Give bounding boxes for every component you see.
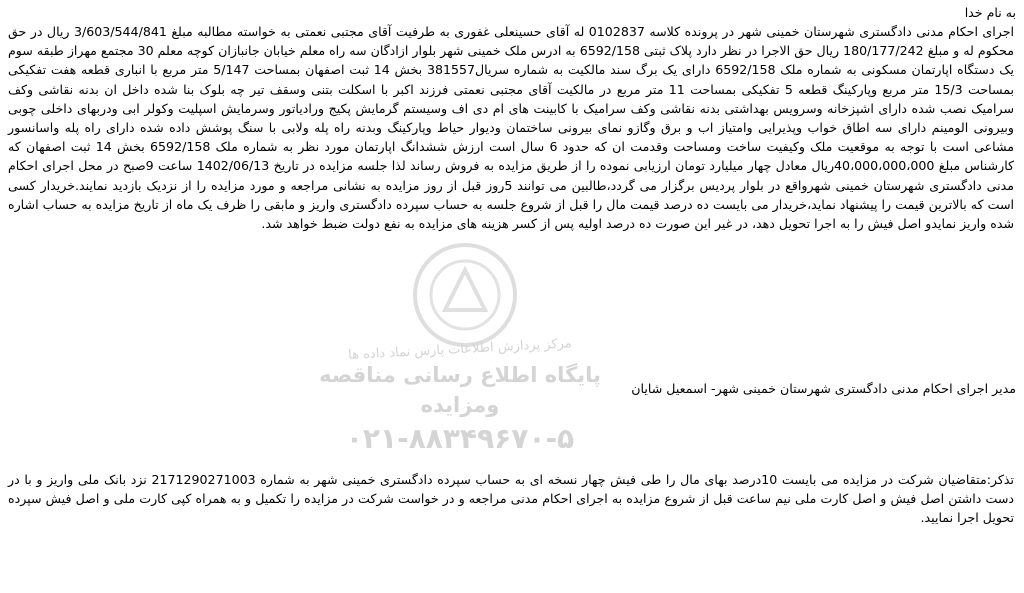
document-header: به نام خدا <box>964 5 1016 20</box>
watermark-phone: ۰۲۱-۸۸۳۴۹۶۷۰-۵ <box>345 422 575 455</box>
auction-note: تذکر:متقاضیان شرکت در مزایده می بایست 10درصد بهای مال را طی فیش چهار نسخه ای به حساب سپرده دادگستری خمینی شهر به شماره 2171290271003 نزد بانک ملی واریز و با در دست داشتن اصل فیش و اصل کارت ملی نیم ساعت قبل از شروع مزایده به اجرای احکام مدنی مراجعه و در خواست شرکت در مزایده را تکمیل و به همراه کپی کارت ملی و اصل فیش سپرده تحویل اجرا نمایید. <box>8 472 1014 526</box>
signature-line: مدیر اجرای احکام مدنی دادگستری شهرستان خمینی شهر- اسمعیل شایان <box>631 381 1016 396</box>
watermark-company-name: مرکز پردازش اطلاعات پارس نماد داده ها <box>347 336 573 363</box>
auction-notice-body: اجرای احکام مدنی دادگستری شهرستان خمینی شهر در پرونده کلاسه 0102837 له آقای حسینعلی غفوری به طرفیت آقای مجتبی نعمتی به خواسته مطالبه مبلغ 3/603/544/841 ریال در حق محکوم له و مبلغ 180/177/242 ریال حق الاجرا در نظر دارد پلاک ثبتی 6592/158 به ادرس ملک خمینی شهر بلوار ازادگان سه راه معلم خیابان جانبازان کوچه معلم 30 مجتمع مهراز طبقه سوم یک دستگاه اپارتمان مسکونی به شماره ملک 6592/158 دارای یک برگ سند مالکیت به شماره سریال381557 بخش 14 ثبت اصفهان بمساحت 5/147 متر مربع با انباری قطعه هفت تفکیکی بمساحت 15/3 متر مربع وپارکینگ قطعه 5 تفکیکی بمساحت 11 متر مربع در مالکیت آقای مجتبی نعمتی فرزند اکبر با اسکلت بتنی وسقف تیر چه بلوک بنا شده داخل ان بدنه نقاشی وکف سرامیک نصب شده دارای اشپزخانه وسرویس بهداشتی بدنه نقاشی وکف سرامیک با کابینت های ام دی اف وسیستم گرمایش پکیج ورادیاتور وسرمایش اسپلیت وکولر ابی ودربهای داخلی چوبی وبیرونی الومینم دارای سه اطاق خواب وپذیرایی وامتیاز اب و برق وگازو نمای بیرونی ساختمان ودیوار حیاط وپارکینگ وبدنه راه پله ولابی با سنگ پوشش داده شده دارای راه پله واسانسور مشاعی است با توجه به موقعیت ملک وکیفیت ساخت ومساحت وقدمت ان که حدود 6 سال است ارزش ششدانگ اپارتمان مورد نظر به شماره ملک 6592/158 بخش 14 ثبت اصفهان که کارشناس مبلغ 40،000،000،000ریال معادل چهار میلیارد تومان ارزیابی نموده را از طریق مزایده به فروش رساند لذا جلسه مزایده در تاریخ 1402/06/13 ساعت 9صبح در محل اجرای احکام مدنی دادگستری شهرستان خمینی شهرواقع در بلوار پردیس برگزار می گردد،طالبین می توانند 5روز قبل از روز مزایده به نشانی مراجعه و مورد مزایده را از نزدیک بازدید نمایند.خریدار کسی است که بالاترین قیمت را پیشنهاد نماید،خریدار می بایست ده درصد قیمت مال را قبل از شروع جلسه به حساب سپرده دادگستری واریز و مابقی را ظرف یک ماه از تاریخ مزایده به حساب اشاره شده واریز نمایدو اصل فیش را به اجرا تحویل دهد، در غیر این صورت ده درصد اولیه پس از کسر هزینه های مزایده به نفع دولت ضبط خواهد شد. <box>8 24 1015 232</box>
watermark-portal-name: پایگاه اطلاع رسانی مناقصه ومزایده <box>319 363 601 417</box>
